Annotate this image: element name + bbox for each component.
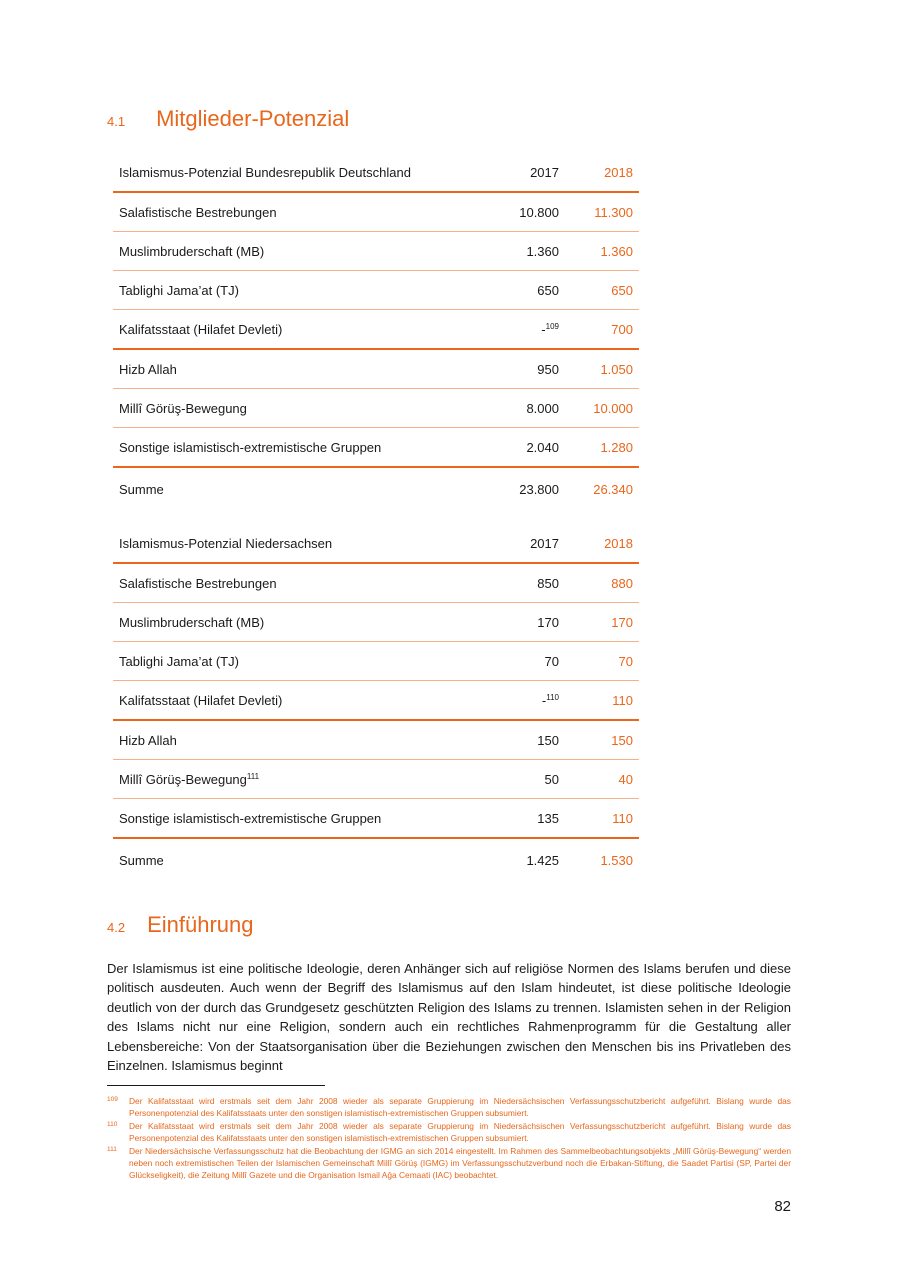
value-2018: 1.050 <box>565 349 639 389</box>
value-2018: 880 <box>565 563 639 603</box>
table-sum-row <box>113 838 639 881</box>
section-title: Mitglieder-Potenzial <box>156 106 350 131</box>
table-header-2017: 2017 <box>473 154 565 192</box>
table-row <box>113 349 639 389</box>
value-2018: 700 <box>565 310 639 350</box>
row-label: Muslimbruderschaft (MB) <box>113 232 473 271</box>
value-2018: 70 <box>565 642 639 681</box>
value-2018: 40 <box>565 760 639 799</box>
footnote-text: Der Kalifatsstaat wird erstmals seit dem Jahr 2008 wieder als separate Gruppierung im Niedersächsischen Verfassungsschutzbericht aufgeführt. Bislang wurde das Personenpotenzial des Kalifatsstaats unter den sonstigen islamistisch-extremistischen Gruppen subsumiert. <box>129 1121 791 1143</box>
row-label: Hizb Allah <box>113 349 473 389</box>
table-header-label: Islamismus-Potenzial Bundesrepublik Deutschland <box>113 154 473 192</box>
footnote <box>107 1120 791 1144</box>
sum-label: Summe <box>119 481 164 497</box>
value-2017: 50 <box>473 760 565 799</box>
table-row <box>113 720 639 760</box>
table-header-row <box>113 525 639 563</box>
body-paragraph: Der Islamismus ist eine politische Ideologie, deren Anhänger sich auf religiöse Normen des Islams berufen und diese politisch ausdeuten. Auch wenn der Begriff des Islamismus auf den Islam hindeutet, ist diese politische Ideologie deutlich von der durch das Grundgesetz geschützten Religion des Islams zu trennen. Islamisten sehen in der Religion des Islams nicht nur eine Religion, sondern auch ein rechtliches Rahmenprogramm für die Gestaltung aller Lebensbereiche: Von der Staatsorganisation über die Beziehungen zwischen den Menschen bis ins Privatleben des Einzelnen. Islamismus beginnt <box>107 961 791 1074</box>
footnote-number: 109 <box>107 1096 118 1103</box>
table-row <box>113 428 639 468</box>
row-label: Salafistische Bestrebungen <box>113 192 473 232</box>
sum-2018: 26.340 <box>593 481 633 497</box>
footnote <box>107 1145 791 1181</box>
value-2018: 1.280 <box>565 428 639 468</box>
value-2018: 110 <box>565 799 639 839</box>
value-2018: 11.300 <box>565 192 639 232</box>
table-row <box>113 681 639 721</box>
value-2017 <box>473 310 565 350</box>
table-row <box>113 760 639 799</box>
value-2017: 135 <box>473 799 565 839</box>
table-header-2017: 2017 <box>473 525 565 563</box>
row-label: Sonstige islamistisch-extremistische Gruppen <box>113 428 473 468</box>
potential-table-lower-saxony <box>113 525 639 881</box>
table-row <box>113 603 639 642</box>
table-row <box>113 389 639 428</box>
value-2017: 170 <box>473 603 565 642</box>
table-row <box>113 563 639 603</box>
row-label: Millî Görüş-Bewegung <box>113 389 473 428</box>
table-header-row <box>113 154 639 192</box>
value-2018: 150 <box>565 720 639 760</box>
row-label: Muslimbruderschaft (MB) <box>113 603 473 642</box>
table-sum-row <box>113 467 639 510</box>
row-label: Hizb Allah <box>113 720 473 760</box>
value-2018: 10.000 <box>565 389 639 428</box>
row-label: Tablighi Jama’at (TJ) <box>113 271 473 310</box>
row-label: Salafistische Bestrebungen <box>113 563 473 603</box>
footnote-divider <box>107 1085 325 1086</box>
table-row <box>113 232 639 271</box>
page-number: 82 <box>774 1198 791 1215</box>
table-row <box>113 271 639 310</box>
footnote-text: Der Kalifatsstaat wird erstmals seit dem Jahr 2008 wieder als separate Gruppierung im Niedersächsischen Verfassungsschutzbericht aufgeführt. Bislang wurde das Personenpotenzial des Kalifatsstaats unter den sonstigen islamistisch-extremistischen Gruppen subsumiert. <box>129 1096 791 1118</box>
footnote-number: 111 <box>107 1146 117 1153</box>
sum-label: Summe <box>119 852 164 868</box>
sum-2017: 23.800 <box>519 481 559 497</box>
value-2018: 110 <box>565 681 639 721</box>
sum-2018: 1.530 <box>600 852 633 868</box>
row-label <box>113 760 473 799</box>
potential-table-federal <box>113 154 639 510</box>
value-2017 <box>473 681 565 721</box>
value-2017: 850 <box>473 563 565 603</box>
row-label-text: Millî Görüş-Bewegung <box>119 771 247 787</box>
table-row <box>113 799 639 839</box>
table-header-2018: 2018 <box>565 154 639 192</box>
value-2017: 70 <box>473 642 565 681</box>
value-2017: 10.800 <box>473 192 565 232</box>
table-header-2018: 2018 <box>565 525 639 563</box>
footnote-ref: 111 <box>246 771 260 781</box>
row-label: Kalifatsstaat (Hilafet Devleti) <box>113 310 473 350</box>
section-4-1-heading <box>107 106 349 132</box>
footnote-ref: 109 <box>545 321 559 331</box>
section-number: 4.1 <box>107 114 126 129</box>
section-title: Einführung <box>147 912 254 937</box>
value-2017: 150 <box>473 720 565 760</box>
value-2017: 650 <box>473 271 565 310</box>
value-2017: 2.040 <box>473 428 565 468</box>
footnote-number: 110 <box>107 1121 118 1128</box>
value-2018: 1.360 <box>565 232 639 271</box>
row-label: Kalifatsstaat (Hilafet Devleti) <box>113 681 473 721</box>
value-dash: - <box>541 321 546 337</box>
section-4-2-heading <box>107 912 254 938</box>
table-row <box>113 310 639 350</box>
value-2018: 650 <box>565 271 639 310</box>
row-label: Sonstige islamistisch-extremistische Gruppen <box>113 799 473 839</box>
footnote-text: Der Niedersächsische Verfassungsschutz hat die Beobachtung der IGMG an sich 2014 eingestellt. Im Rahmen des Sammelbeobachtungsobjekts „Millî Görüş-Bewegung“ werden neben noch extremistischen Teilen der Islamischen Gemeinschaft Millî Görüş (IGMG) im Verfassungsschutzverbund noch die Erbakan-Stiftung, die Saadet Partisi (SP, Partei der Glückseligkeit), die Zeitung Millî Gazete und die Organisation Ismail Ağa Cemaati (IAC) beobachtet. <box>129 1146 791 1180</box>
value-2018: 170 <box>565 603 639 642</box>
value-2017: 950 <box>473 349 565 389</box>
value-2017: 8.000 <box>473 389 565 428</box>
footnote-ref: 110 <box>546 692 559 702</box>
table-row <box>113 192 639 232</box>
sum-2017: 1.425 <box>526 852 559 868</box>
footnote <box>107 1095 791 1119</box>
table-row <box>113 642 639 681</box>
value-2017: 1.360 <box>473 232 565 271</box>
footnotes <box>107 1095 791 1182</box>
row-label: Tablighi Jama’at (TJ) <box>113 642 473 681</box>
value-dash: - <box>541 692 547 708</box>
table-header-label: Islamismus-Potenzial Niedersachsen <box>113 525 473 563</box>
section-number: 4.2 <box>107 920 126 935</box>
